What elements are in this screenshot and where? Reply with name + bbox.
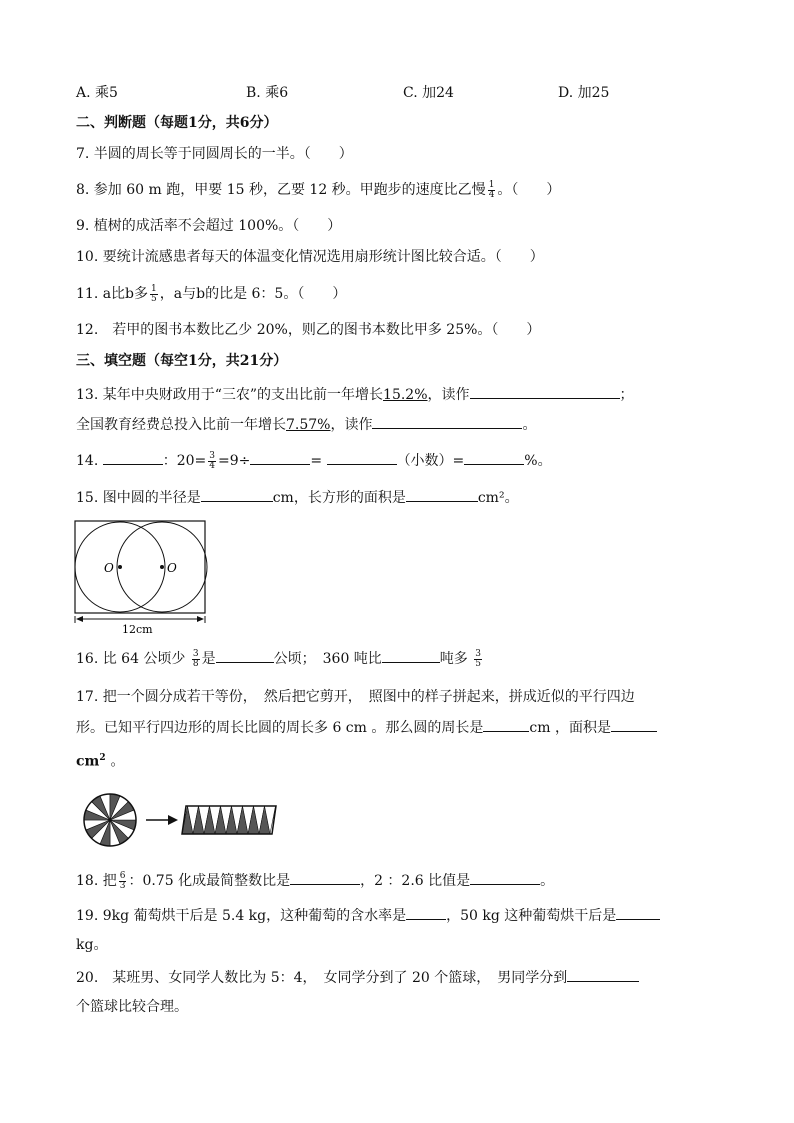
q13-value1: 15.2% xyxy=(383,387,428,403)
q13-head2: 全国教育经费总投入比前一年增长 xyxy=(76,417,286,433)
q18-head: 18. 把 xyxy=(76,873,117,889)
question-17-line3 xyxy=(76,748,124,772)
question-12: 12. 若甲的图书本数比乙少 20%，则乙的图书本数比甲多 25%。（ ） xyxy=(76,322,541,338)
q17-unit-sup: 2 xyxy=(99,753,106,763)
q17-unit: cm xyxy=(76,753,100,770)
q17-mid: cm ，面积是 xyxy=(529,720,611,736)
q13-tail2: 。 xyxy=(522,417,537,433)
q17-tail: 。 xyxy=(110,753,125,770)
question-20-line2: 个篮球比较合理。 xyxy=(76,999,188,1015)
q15-head: 15. 图中圆的半径是 xyxy=(76,490,201,506)
q18-mid1: ：0.75 化成最简整数比是 xyxy=(128,873,291,889)
q16-blank-1[interactable] xyxy=(216,648,274,663)
question-16 xyxy=(76,648,484,669)
section-2-title: 二、判断题（每题1分，共6分） xyxy=(76,115,278,131)
q15-mid: cm，长方形的面积是 xyxy=(272,490,406,506)
q14-head: 14. xyxy=(76,453,99,469)
q13-value2: 7.57% xyxy=(286,417,331,433)
section-3-title: 三、填空题（每空1分，共21分） xyxy=(76,353,288,369)
q11-frac-num: 1 xyxy=(151,283,157,294)
choice-b: B. 乘6 xyxy=(246,85,289,101)
q13-mid1: ，读作 xyxy=(427,387,470,403)
choice-d: D. 加25 xyxy=(558,85,610,101)
q15-blank-1[interactable] xyxy=(201,487,273,502)
question-19-line1 xyxy=(76,905,660,926)
q13-blank-1[interactable] xyxy=(470,384,620,399)
q14-mid3: （小数）= xyxy=(396,453,465,469)
figure-arrow-head xyxy=(168,815,178,825)
q16-frac1-den: 8 xyxy=(192,658,199,669)
q11-tail: ，a与b的比是 6：5。（ ） xyxy=(159,286,347,302)
q14-frac-num: 3 xyxy=(209,450,215,461)
q16-frac2-den: 5 xyxy=(475,658,481,669)
q16-blank-2[interactable] xyxy=(382,648,440,663)
question-15 xyxy=(76,487,519,508)
question-10: 10. 要统计流感患者每天的体温变化情况选用扇形统计图比较合适。（ ） xyxy=(76,249,544,265)
figure-circle-to-parallelogram xyxy=(80,790,290,850)
question-17-line1: 17. 把一个圆分成若干等份， 然后把它剪开， 照图中的样子拼起来，拼成近似的平行四边 xyxy=(76,689,635,705)
question-19-line2: kg。 xyxy=(76,937,108,953)
figure-arrow-left xyxy=(76,616,83,622)
question-8 xyxy=(76,180,560,200)
q19-head: 19. 9kg 葡萄烘干后是 5.4 kg，这种葡萄的含水率是 xyxy=(76,908,407,924)
q18-frac-den: 3 xyxy=(119,880,126,891)
q11-head: 11. a比b多 xyxy=(76,286,149,302)
q14-fraction xyxy=(208,452,216,471)
question-17-line2 xyxy=(76,717,657,738)
q17-blank-2[interactable] xyxy=(611,717,657,732)
q16-mid2: 公顷； 360 吨比 xyxy=(273,651,382,667)
q18-frac-num: 6 xyxy=(119,870,126,881)
q20-head: 20. 某班男、女同学人数比为 5：4， 女同学分到了 20 个篮球， 男同学分到 xyxy=(76,970,568,986)
q14-blank-2[interactable] xyxy=(250,450,310,465)
q8-fraction xyxy=(488,181,496,200)
question-11 xyxy=(76,284,346,304)
q20-blank-1[interactable] xyxy=(567,967,639,982)
figure-width-label: 12cm xyxy=(122,623,153,635)
q14-tail: %。 xyxy=(524,453,552,469)
q13-blank-2[interactable] xyxy=(372,414,522,429)
q14-frac-den: 4 xyxy=(209,460,215,471)
question-9: 9. 植树的成活率不会超过 100%。（ ） xyxy=(76,218,342,234)
q18-blank-1[interactable] xyxy=(290,870,360,885)
choice-a: A. 乘5 xyxy=(76,85,118,101)
question-13-line2 xyxy=(76,414,536,435)
q18-tail: 。 xyxy=(540,873,555,889)
figure-parallelogram xyxy=(182,806,276,834)
q13-tail1: ； xyxy=(619,387,634,403)
q17-head: 形。已知平行四边形的周长比圆的周长多 6 cm 。那么圆的周长是 xyxy=(76,720,484,736)
choice-c: C. 加24 xyxy=(403,85,454,101)
question-20-line1 xyxy=(76,967,639,988)
q16-fraction-1 xyxy=(192,650,200,669)
q16-frac2-num: 3 xyxy=(475,648,481,659)
q14-colon: ：20= xyxy=(162,453,207,469)
figure-center-left xyxy=(118,565,122,569)
q14-blank-1[interactable] xyxy=(103,450,163,465)
q15-blank-2[interactable] xyxy=(406,487,478,502)
q8-tail: 。（ ） xyxy=(497,182,561,198)
q18-fraction xyxy=(119,872,127,891)
figure-two-circles xyxy=(70,515,220,635)
question-13-line1 xyxy=(76,384,634,405)
question-7: 7. 半圆的周长等于同圆周长的一半。（ ） xyxy=(76,146,353,162)
q17-blank-1[interactable] xyxy=(483,717,529,732)
q11-frac-den: 5 xyxy=(151,293,157,304)
question-18 xyxy=(76,870,554,891)
q13-head: 13. 某年中央财政用于“三农”的支出比前一年增长 xyxy=(76,387,384,403)
q8-frac-den: 4 xyxy=(488,189,495,200)
q15-unit: cm²。 xyxy=(477,490,519,506)
q16-mid1: 是 xyxy=(201,651,216,667)
q19-blank-1[interactable] xyxy=(406,905,446,920)
q11-fraction xyxy=(150,285,158,304)
figure-label-o-right: O xyxy=(167,561,177,575)
q16-head: 16. 比 64 公顷少 xyxy=(76,651,186,667)
q18-mid2: ，2 ：2.6 比值是 xyxy=(360,873,471,889)
q16-mid3: 吨多 xyxy=(439,651,468,667)
q16-fraction-2 xyxy=(474,650,482,669)
q14-mid1: =9÷ xyxy=(218,453,251,469)
q8-frac-num: 1 xyxy=(488,179,495,190)
figure-label-o-left: O xyxy=(104,561,114,575)
q16-frac1-num: 3 xyxy=(192,648,199,659)
q19-mid: ，50 kg 这种葡萄烘干后是 xyxy=(446,908,617,924)
q14-blank-3[interactable] xyxy=(327,450,397,465)
q18-blank-2[interactable] xyxy=(470,870,540,885)
figure-center-right xyxy=(160,565,164,569)
figure-rectangle xyxy=(75,521,205,613)
figure-arrow-right xyxy=(197,616,204,622)
question-14 xyxy=(76,450,552,471)
q14-mid2: = xyxy=(310,453,323,469)
q8-text: 8. 参加 60 m 跑，甲要 15 秒，乙要 12 秒。甲跑步的速度比乙慢 xyxy=(76,182,486,198)
q19-blank-2[interactable] xyxy=(616,905,660,920)
q6-choices xyxy=(76,82,716,102)
q14-blank-4[interactable] xyxy=(464,450,524,465)
q13-mid2: ，读作 xyxy=(330,417,373,433)
